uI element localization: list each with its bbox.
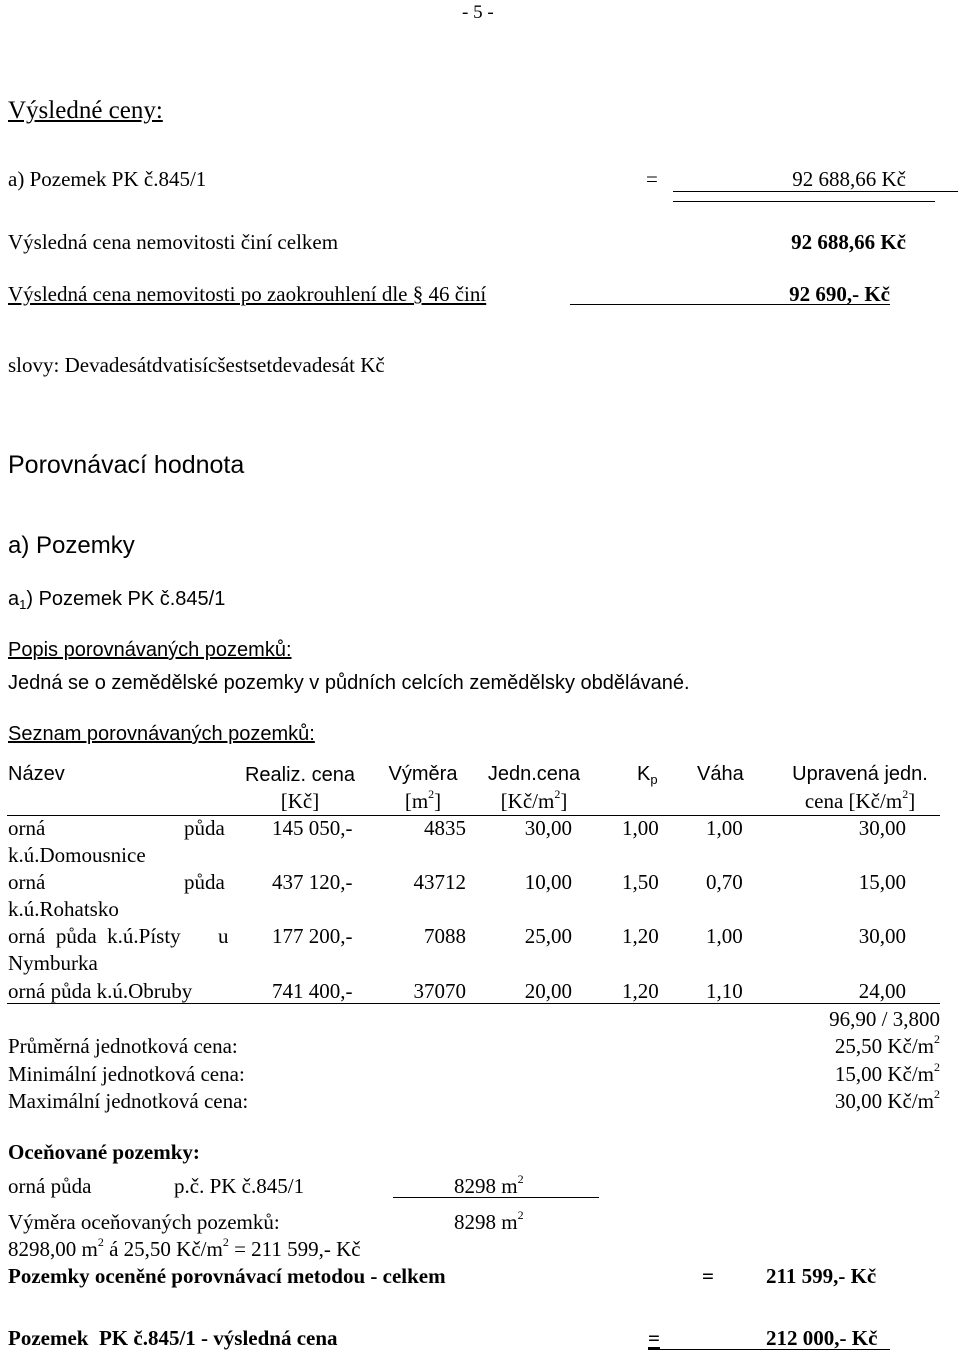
row-kp: 1,00 <box>622 816 659 840</box>
max-value: 30,00 $Kč/m^2$ <box>834 1087 940 1113</box>
valued-parcel: p.č. PK č.845/1 <box>174 1174 305 1198</box>
row-name: orná <box>8 870 46 894</box>
row-area: 4835 <box>424 816 466 840</box>
item-a-value: 92 688,66 Kč <box>792 167 906 191</box>
description-text: Jedná se o zemědělské pozemky v půdních celcích zemědělsky obdělávané. <box>8 672 690 694</box>
min-label: Minimální jednotková cena: <box>8 1062 245 1086</box>
row-unit-price: 25,00 <box>524 924 572 948</box>
comparison-subheading: a) Pozemky <box>8 532 135 559</box>
row-name: orná půda k.ú.Obruby <box>8 979 193 1003</box>
row-price: 437 120,- <box>272 870 353 894</box>
row-area: 37070 <box>413 979 466 1003</box>
col-area-header-unit: $[m^2]$ <box>404 787 442 813</box>
valued-land-type: orná půda <box>8 1174 92 1198</box>
row-price: 741 400,- <box>272 979 353 1003</box>
final-price-value: 212 000,- Kč <box>766 1326 878 1350</box>
row-kp: 1,20 <box>622 979 659 1003</box>
col-unit-header: Jedn.cena <box>487 763 581 785</box>
table-header-rule <box>7 815 940 816</box>
row-price: 177 200,- <box>272 924 353 948</box>
col-area-header: Výměra <box>388 763 458 785</box>
min-value: 15,00 $Kč/m^2$ <box>834 1060 940 1086</box>
col-adjusted-header: Upravená jedn. <box>792 763 928 785</box>
row-name-cont: půda <box>184 870 225 894</box>
col-adjusted-header-unit: cena $[Kč/m^2]$ <box>804 787 916 813</box>
row-name: orná <box>8 816 46 840</box>
row-unit-price: 30,00 <box>524 816 572 840</box>
row-area: 43712 <box>413 870 466 894</box>
final-price-equals: = <box>648 1326 660 1350</box>
row-area: 7088 <box>424 924 466 948</box>
row-adjusted: 24,00 <box>858 979 906 1003</box>
description-heading: Popis porovnávaných pozemků: <box>8 639 292 661</box>
row-weight: 1,00 <box>706 816 743 840</box>
results-heading: Výsledné ceny: <box>8 97 163 124</box>
page-number: - 5 - <box>462 2 494 23</box>
row-weight: 1,10 <box>706 979 743 1003</box>
valued-area-label: Výměra oceňovaných pozemků: <box>8 1210 280 1234</box>
item-a1-title: $a_1$) Pozemek PK č.845/1 <box>8 588 226 612</box>
valued-area-total: 8298 $m^2$ <box>454 1208 524 1234</box>
rounded-value: 92 690,- Kč <box>789 282 890 306</box>
total-label: Výsledná cena nemovitosti činí celkem <box>8 230 339 254</box>
row-price: 145 050,- <box>272 816 353 840</box>
sum-ratio: 96,90 / 3,800 <box>829 1007 940 1031</box>
row-name-cadastre: k.ú.Rohatsko <box>8 897 119 921</box>
valued-calculation: 8298,00 $m^2$ á 25,50 $Kč/m^2 = 211$ 599,- Kč <box>8 1235 361 1261</box>
row-name-cadastre: Nymburka <box>8 951 98 975</box>
col-unit-header-unit: $[Kč/m^2]$ <box>500 787 568 813</box>
item-a-equals: = <box>646 167 658 191</box>
final-price-label: Pozemek PK č.845/1 - výsledná cena <box>8 1326 338 1350</box>
row-adjusted: 15,00 <box>858 870 906 894</box>
amount-in-words: slovy: Devadesátdvatisícšestsetdevadesát Kč <box>8 353 385 377</box>
row-weight: 1,00 <box>706 924 743 948</box>
col-weight-header: Váha <box>697 763 744 785</box>
col-kp-header: $K_p$ <box>637 763 658 787</box>
row-unit-price: 10,00 <box>524 870 572 894</box>
item-a-label: a) Pozemek PK č.845/1 <box>8 167 207 191</box>
row-name-cont: půda <box>184 816 225 840</box>
col-name-header: Název <box>8 763 65 785</box>
row-name-cont: u <box>218 924 229 948</box>
item-a-underline-2 <box>673 201 935 202</box>
valued-heading: Oceňované pozemky: <box>8 1140 200 1164</box>
row-name-cadastre: k.ú.Domousnice <box>8 843 146 867</box>
row-adjusted: 30,00 <box>858 816 906 840</box>
avg-value: 25,50 $Kč/m^2$ <box>834 1032 940 1058</box>
item-a-underline <box>673 191 958 192</box>
max-label: Maximální jednotková cena: <box>8 1089 249 1113</box>
table-footer-rule <box>7 1003 940 1004</box>
valued-total-equals: = <box>702 1264 714 1288</box>
valued-total-label: Pozemky oceněné porovnávací metodou - celkem <box>8 1264 446 1288</box>
row-kp: 1,20 <box>622 924 659 948</box>
list-heading: Seznam porovnávaných pozemků: <box>8 723 315 745</box>
row-adjusted: 30,00 <box>858 924 906 948</box>
row-name: orná půda k.ú.Písty <box>8 924 181 948</box>
avg-label: Průměrná jednotková cena: <box>8 1034 238 1058</box>
col-price-header: Realiz. cena <box>244 764 356 786</box>
col-price-header-unit: [Kč] <box>280 789 320 813</box>
valued-area-underline <box>393 1197 599 1198</box>
valued-total-value: 211 599,- Kč <box>766 1264 877 1288</box>
comparison-heading: Porovnávací hodnota <box>8 451 245 479</box>
rounded-label: Výsledná cena nemovitosti po zaokrouhlení dle § 46 činí <box>8 282 487 306</box>
row-kp: 1,50 <box>622 870 659 894</box>
row-unit-price: 20,00 <box>524 979 572 1003</box>
valued-area: 8298 $m^2$ <box>454 1172 524 1198</box>
total-value: 92 688,66 Kč <box>791 230 906 254</box>
row-weight: 0,70 <box>706 870 743 894</box>
